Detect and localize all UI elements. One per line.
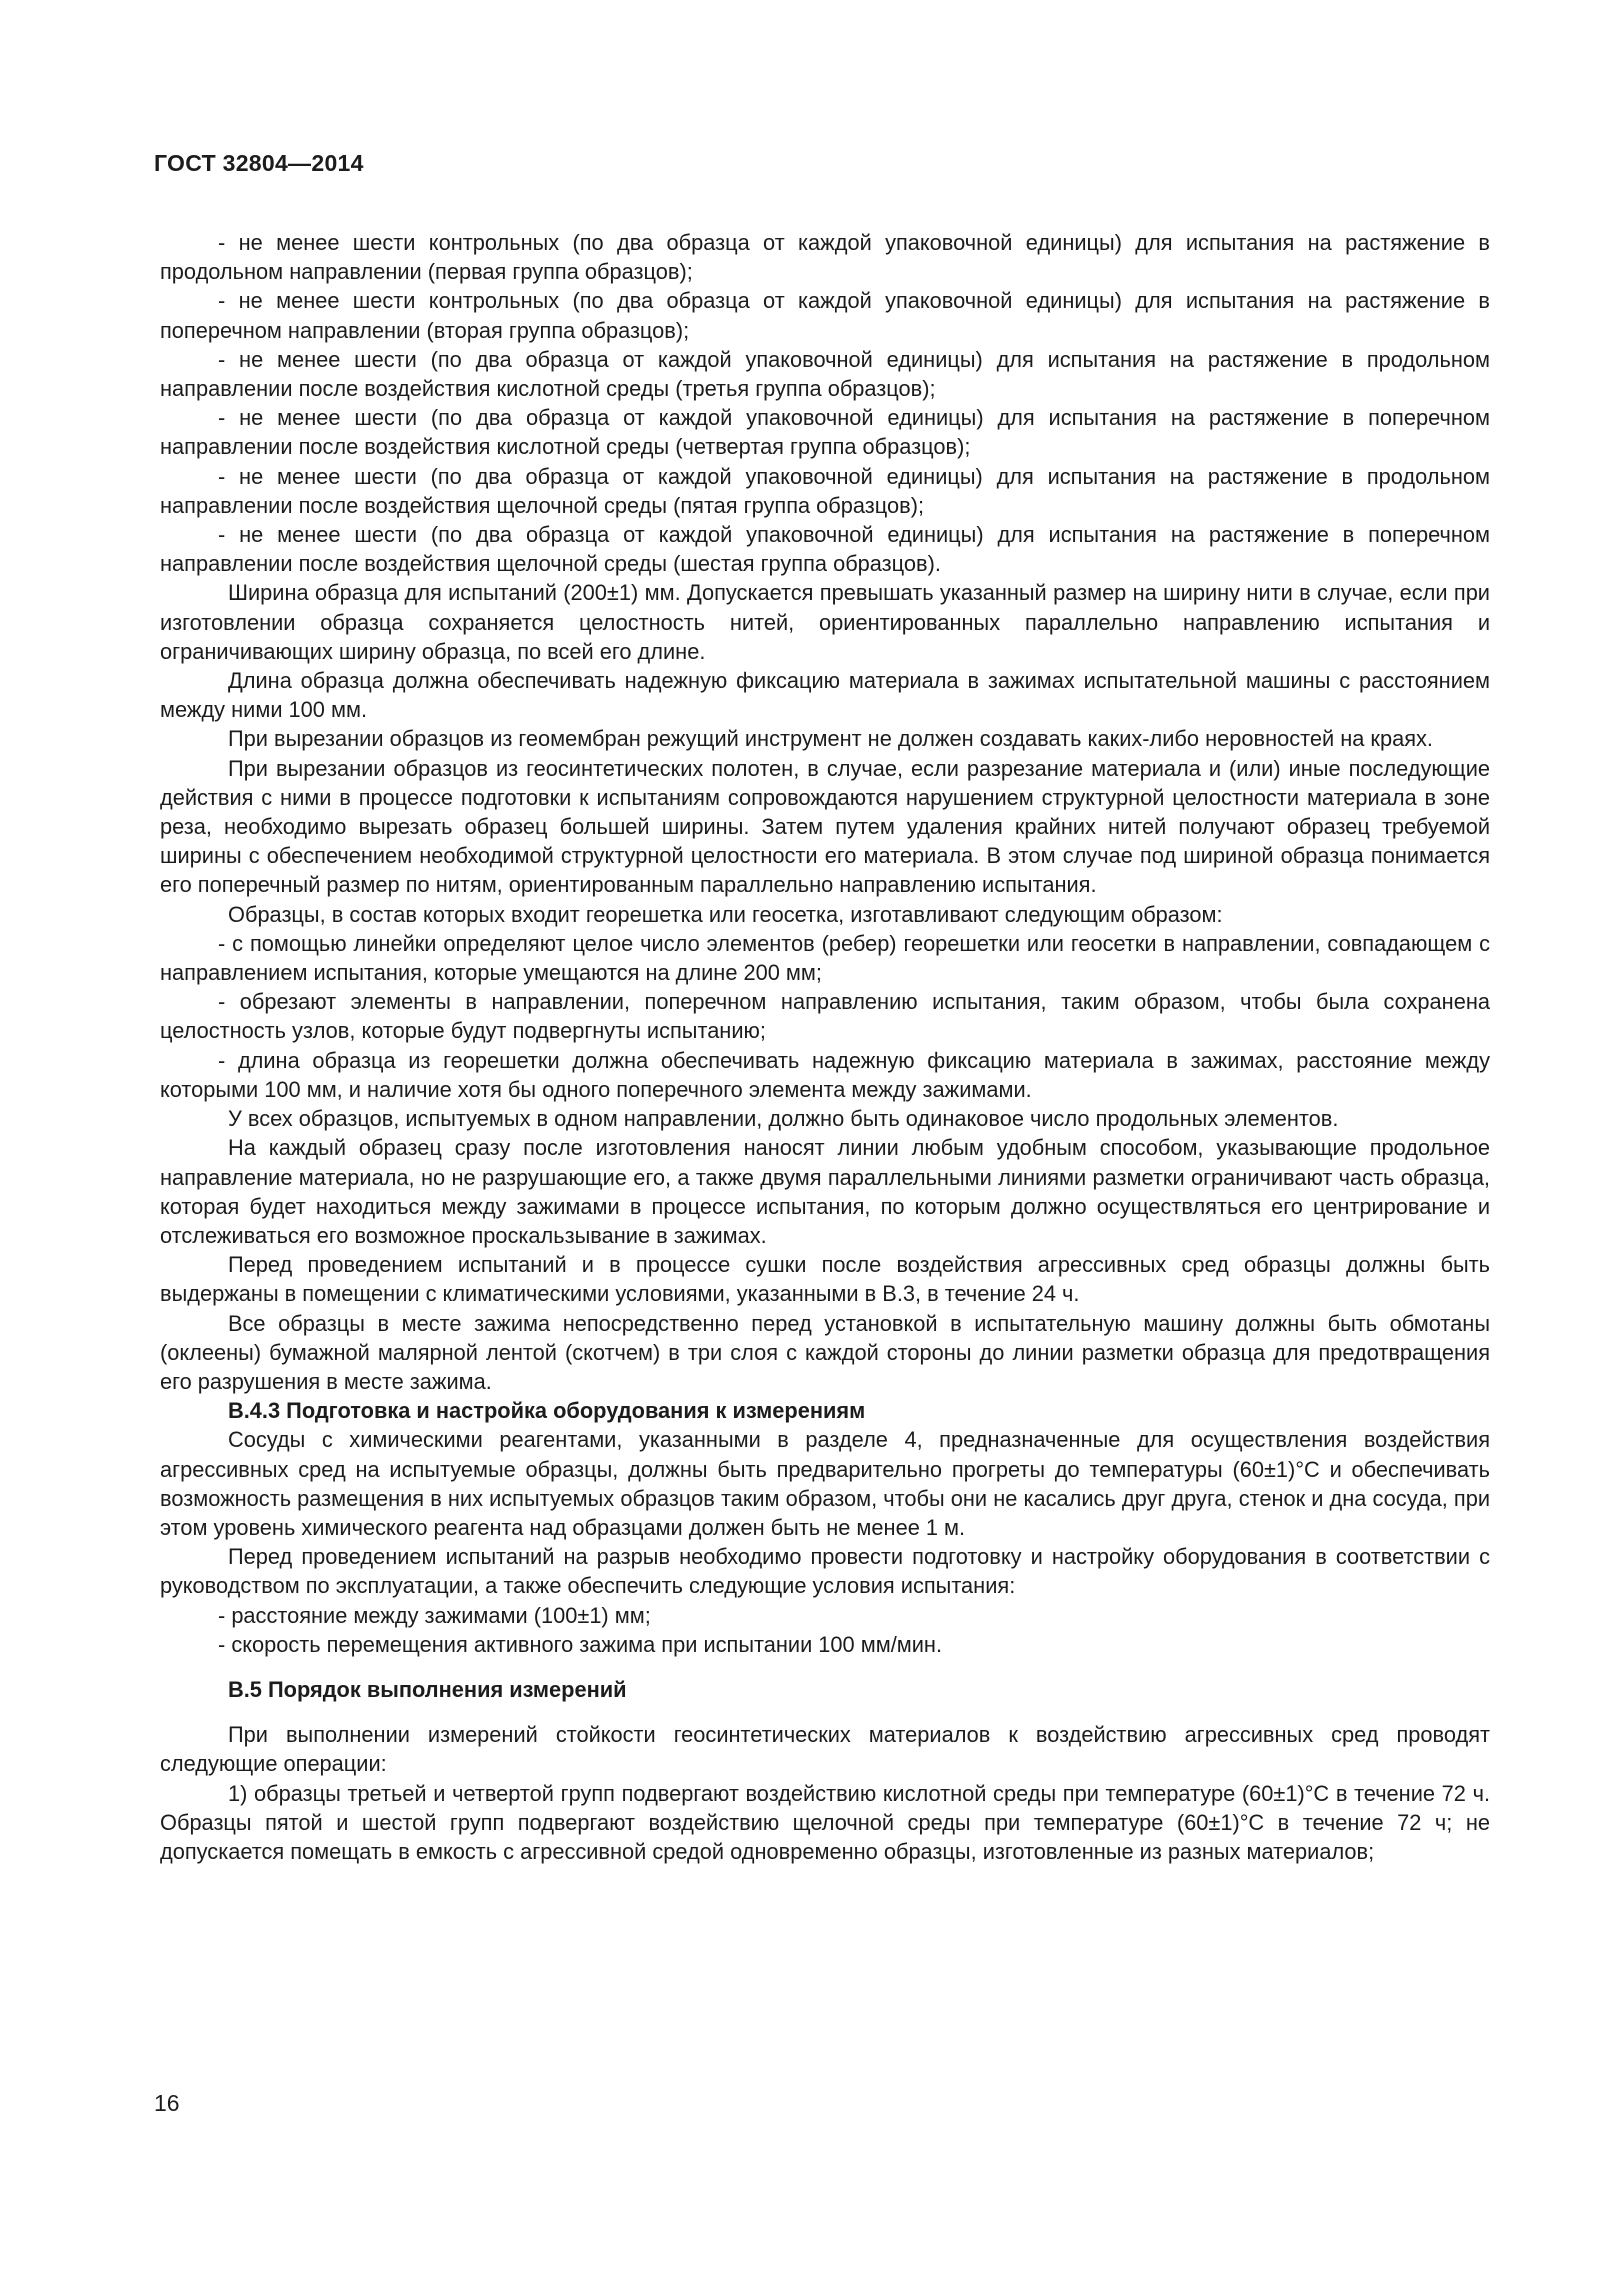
document-header: ГОСТ 32804—2014 xyxy=(154,150,364,176)
paragraph: При вырезании образцов из геомембран режущий инструмент не должен создавать каких-либо неровностей на краях. xyxy=(228,726,1433,752)
list-item: - не менее шести контрольных (по два образца от каждой упаковочной единицы) для испытания на растяжение в продольном направлении (первая группа образцов); xyxy=(160,230,1490,285)
list-item: - не менее шести (по два образца от каждой упаковочной единицы) для испытания на растяжение в поперечном направлении после воздействия щелочной среды (шестая группа образцов). xyxy=(160,522,1490,577)
list-item: - длина образца из георешетки должна обеспечивать надежную фиксацию материала в зажимах, расстояние между которыми 100 мм, и наличие хотя бы одного поперечного элемента между зажимами. xyxy=(160,1047,1490,1102)
list-item: - не менее шести (по два образца от каждой упаковочной единицы) для испытания на растяжение в продольном направлении после воздействия щелочной среды (пятая группа образцов); xyxy=(160,463,1490,518)
list-item: - не менее шести (по два образца от каждой упаковочной единицы) для испытания на растяжение в продольном направлении после воздействия кислотной среды (третья группа образцов); xyxy=(160,346,1490,402)
section-heading: В.4.3 Подготовка и настройка оборудования к измерениям xyxy=(228,1398,866,1424)
paragraph: У всех образцов, испытуемых в одном направлении, должно быть одинаковое число продольных элементов. xyxy=(228,1106,1339,1132)
paragraph: Длина образца должна обеспечивать надежную фиксацию материала в зажимах испытательной машины с расстоянием между ними 100 мм. xyxy=(160,668,1490,723)
paragraph: Ширина образца для испытаний (200±1) мм. Допускается превышать указанный размер на ширину нити в случае, если при изготовлении образца сохраняется целостность нитей, ориентированных параллельно направлению испытания и ограничивающих ширину образца, по всей его длине. xyxy=(160,580,1490,664)
paragraph: 1) образцы третьей и четвертой групп подвергают воздействию кислотной среды при температуре (60±1)°С в течение 72 ч. Образцы пятой и шестой групп подвергают воздействию щелочной среды при температуре (60±1)°С в течение 72 ч; не допускается помещать в емкость с агрессивной средой одновременно образцы, изготовленные из разных материалов; xyxy=(160,1780,1490,1864)
list-item: - не менее шести (по два образца от каждой упаковочной единицы) для испытания на растяжение в поперечном направлении после воздействия кислотной среды (четвертая группа образцов); xyxy=(160,405,1490,460)
paragraph: На каждый образец сразу после изготовления наносят линии любым удобным способом, указывающие продольное направление материала, но не разрушающие его, а также двумя параллельными линиями разметки ограничивают часть образца, которая будет находиться между зажимами в процессе испытания, по которым должно осуществляться его центрирование и отслеживаться его возможное проскальзывание в зажимах. xyxy=(160,1135,1490,1248)
list-item: - расстояние между зажимами (100±1) мм; xyxy=(218,1602,651,1628)
document-body xyxy=(160,228,1490,1866)
list-item: - не менее шести контрольных (по два образца от каждой упаковочной единицы) для испытания на растяжение в поперечном направлении (вторая группа образцов); xyxy=(160,288,1490,343)
paragraph: Сосуды с химическими реагентами, указанными в разделе 4, предназначенные для осуществления воздействия агрессивных сред на испытуемые образцы, должны быть предварительно прогреты до температуры (60±1)°С и обеспечивать возможность размещения в них испытуемых образцов таким образом, чтобы они не касались друг друга, стенок и дна сосуда, при этом уровень химического реагента над образцами должен быть не менее 1 м. xyxy=(160,1427,1490,1540)
list-item: - скорость перемещения активного зажима при испытании 100 мм/мин. xyxy=(218,1631,943,1657)
page-number: 16 xyxy=(154,2090,180,2116)
paragraph: Перед проведением испытаний на разрыв необходимо провести подготовку и настройку оборудования в соответствии с руководством по эксплуатации, а также обеспечить следующие условия испытания: xyxy=(160,1544,1490,1599)
paragraph: При выполнении измерений стойкости геосинтетических материалов к воздействию агрессивных сред проводят следующие операции: xyxy=(160,1722,1490,1777)
paragraph: Все образцы в месте зажима непосредственно перед установкой в испытательную машину должны быть обмотаны (оклеены) бумажной малярной лентой (скотчем) в три слоя с каждой стороны до линии разметки образца для предотвращения его разрушения в месте зажима. xyxy=(160,1310,1490,1394)
section-heading: В.5 Порядок выполнения измерений xyxy=(228,1676,627,1702)
paragraph: При вырезании образцов из геосинтетических полотен, в случае, если разрезание материала и (или) иные последующие действия с ними в процессе подготовки к испытаниям сопровождаются нарушением структурной целостности материала в зоне реза, необходимо вырезать образец большей ширины. Затем путем удаления крайних нитей получают образец требуемой ширины с обеспечением необходимой структурной целостности его материала. В этом случае под шириной образца понимается его поперечный размер по нитям, ориентированным параллельно направлению испытания. xyxy=(160,755,1490,898)
list-item: - с помощью линейки определяют целое число элементов (ребер) георешетки или геосетки в направлении, совпадающем с направлением испытания, которые умещаются на длине 200 мм; xyxy=(160,930,1490,986)
list-item: - обрезают элементы в направлении, поперечном направлению испытания, таким образом, чтобы была сохранена целостность узлов, которые будут подвергнуты испытанию; xyxy=(160,989,1490,1044)
paragraph: Образцы, в состав которых входит георешетка или геосетка, изготавливают следующим образом: xyxy=(228,901,1223,927)
paragraph: Перед проведением испытаний и в процессе сушки после воздействия агрессивных сред образцы должны быть выдержаны в помещении с климатическими условиями, указанными в В.3, в течение 24 ч. xyxy=(160,1252,1490,1307)
